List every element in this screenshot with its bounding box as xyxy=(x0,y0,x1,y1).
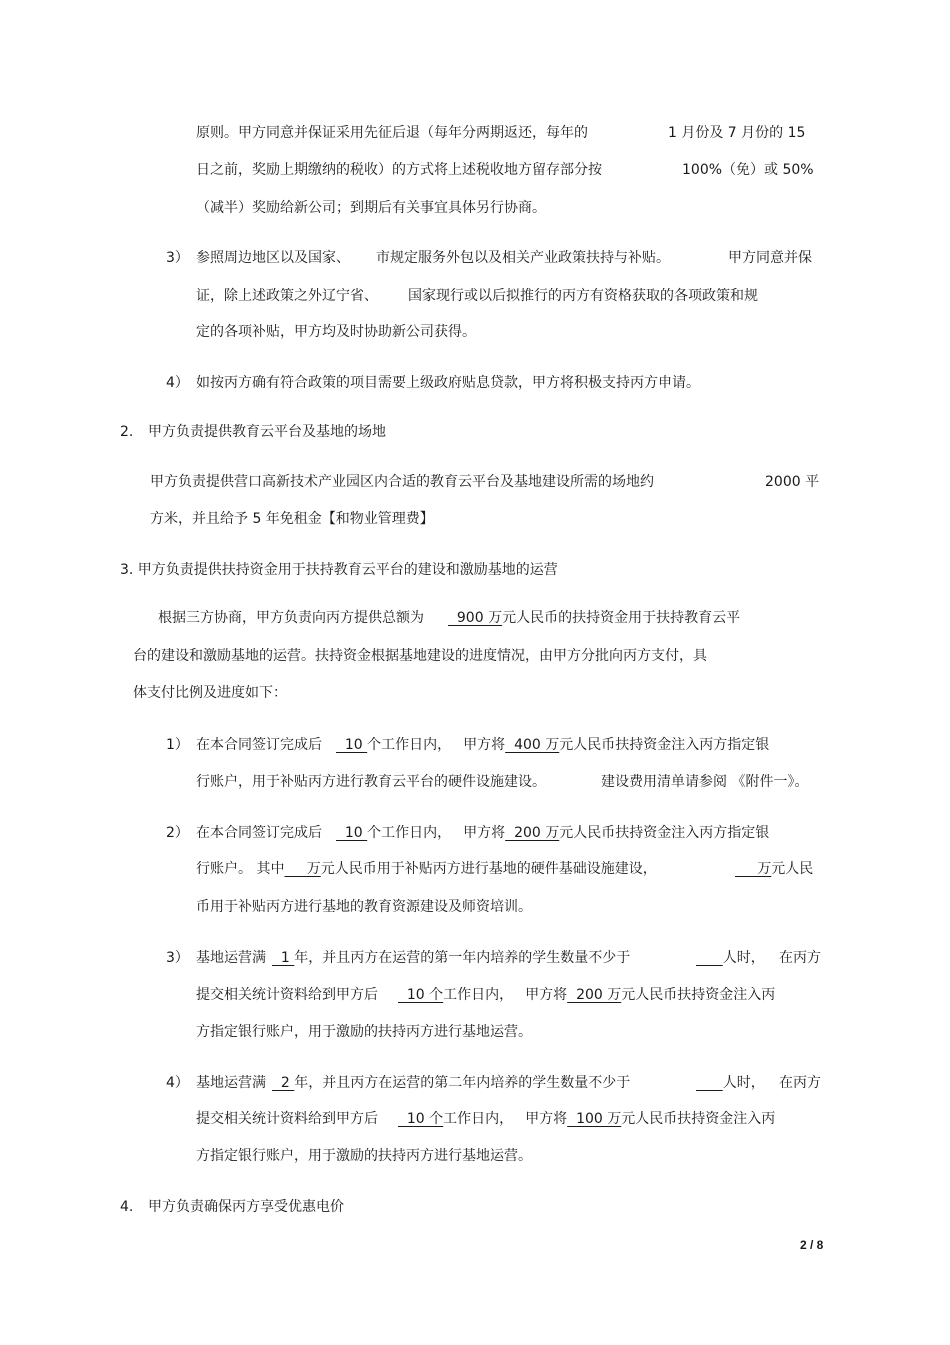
filled-days: 10 xyxy=(336,825,368,841)
text-span: 个工作日内， xyxy=(367,825,452,841)
text-span: 工作日内， xyxy=(443,1111,514,1127)
text-line xyxy=(158,608,740,628)
filled-amount: 200 万 xyxy=(505,825,560,841)
text-span: 个工作日内， xyxy=(367,737,452,753)
text-line xyxy=(696,1073,765,1093)
text-line: 100%（免）或 50% xyxy=(682,162,814,178)
text-span: 基地运营满 xyxy=(196,1075,266,1091)
text-line xyxy=(196,859,657,879)
text-line: 定的各项补贴，甲方均及时协助新公司获得。 xyxy=(196,324,476,340)
text-line xyxy=(196,1073,630,1093)
list-number: 4） xyxy=(166,375,189,391)
text-span: 元人民币扶持资金注入丙 xyxy=(621,1111,776,1127)
text-line: 方指定银行账户，用于激励的扶持丙方进行基地运营。 xyxy=(196,1148,532,1164)
blank-amount: 万 xyxy=(284,861,321,877)
section-heading: 甲方负责提供教育云平台及基地的场地 xyxy=(148,424,386,440)
text-span: 年，并且丙方在运营的第一年内培养的学生数量不少于 xyxy=(294,950,631,966)
text-line: 在丙方 xyxy=(779,950,821,966)
text-span: 甲方将 xyxy=(525,1111,568,1127)
text-line: 方米，并且给予 5 年免租金【和物业管理费】 xyxy=(150,511,434,527)
text-line: 甲方负责提供营口高新技术产业园区内合适的教育云平台及基地建设所需的场地约 xyxy=(150,474,654,490)
text-span: 元人民 xyxy=(771,861,814,877)
text-line xyxy=(196,985,775,1005)
text-line xyxy=(696,948,765,968)
text-line: 参照周边地区以及国家、 xyxy=(196,250,350,266)
filled-amount: 400 万 xyxy=(505,737,560,753)
text-span: 元人民币用于补贴丙方进行基地的硬件基础设施建设， xyxy=(320,861,657,877)
list-number: 3） xyxy=(166,250,189,266)
text-line: 甲方同意并保 xyxy=(728,250,812,266)
text-line: 原则。甲方同意并保证采用先征后退（每年分两期返还，每年的 xyxy=(196,125,588,141)
text-line: 证，除上述政策之外辽宁省、 xyxy=(196,288,378,304)
text-span: 提交相关统计资料给到甲方后 xyxy=(196,1111,378,1127)
section-number: 4. xyxy=(120,1199,134,1215)
filled-amount: 900 万 xyxy=(448,610,503,626)
blank-amount: 万 xyxy=(735,861,772,877)
text-span: 在本合同签订完成后 xyxy=(196,737,322,753)
text-span: 工作日内， xyxy=(443,987,514,1003)
text-line xyxy=(196,735,769,755)
text-span: 提交相关统计资料给到甲方后 xyxy=(196,987,378,1003)
text-span: 元人民币的扶持资金用于扶持教育云平 xyxy=(502,610,741,626)
section-number: 2. xyxy=(120,424,134,440)
text-line xyxy=(735,859,813,879)
text-line: 建设费用清单请参阅 《附件一》。 xyxy=(601,774,809,790)
filled-days: 10 xyxy=(336,737,368,753)
text-line: （减半）奖励给新公司；到期后有关事宜具体另行协商。 xyxy=(196,200,546,216)
text-span: 人时， xyxy=(722,950,765,966)
filled-years: 1 xyxy=(272,950,295,966)
page-number: 2 / 8 xyxy=(800,1238,824,1252)
text-line: 币用于补贴丙方进行基地的教育资源建设及师资培训。 xyxy=(196,899,532,915)
text-line: 国家现行或以后拟推行的丙方有资格获取的各项政策和规 xyxy=(408,288,758,304)
filled-days: 10 个 xyxy=(398,1111,444,1127)
text-line: 行账户，用于补贴丙方进行教育云平台的硬件设施建设。 xyxy=(196,774,546,790)
blank-count xyxy=(696,1075,723,1091)
text-line xyxy=(196,1109,775,1129)
text-span: 元人民币扶持资金注入丙方指定银 xyxy=(559,737,770,753)
text-line: 1 月份及 7 月份的 15 xyxy=(668,125,806,141)
text-span: 人时， xyxy=(722,1075,765,1091)
text-span: 元人民币扶持资金注入丙 xyxy=(621,987,776,1003)
text-span: 甲方将 xyxy=(525,987,568,1003)
text-line: 体支付比例及进度如下： xyxy=(133,685,287,701)
text-line: 2000 平 xyxy=(765,474,820,490)
text-line: 在丙方 xyxy=(779,1075,821,1091)
list-number: 2） xyxy=(166,825,189,841)
section-heading: 甲方负责确保丙方享受优惠电价 xyxy=(148,1199,344,1215)
text-span: 在本合同签订完成后 xyxy=(196,825,322,841)
text-span: 元人民币扶持资金注入丙方指定银 xyxy=(559,825,770,841)
text-line xyxy=(196,823,769,843)
text-span: 行账户。 其中 xyxy=(196,861,285,877)
text-line: 方指定银行账户，用于激励的扶持丙方进行基地运营。 xyxy=(196,1024,532,1040)
text-span: 年，并且丙方在运营的第二年内培养的学生数量不少于 xyxy=(294,1075,631,1091)
filled-amount: 200 万 xyxy=(567,987,622,1003)
filled-amount: 100 万 xyxy=(567,1111,622,1127)
filled-days: 10 个 xyxy=(398,987,444,1003)
text-line: 日之前，奖励上期缴纳的税收）的方式将上述税收地方留存部分按 xyxy=(196,162,602,178)
list-number: 1） xyxy=(166,737,189,753)
filled-years: 2 xyxy=(272,1075,295,1091)
list-number: 4） xyxy=(166,1075,189,1091)
text-line: 台的建设和激励基地的运营。扶持资金根据基地建设的进度情况，由甲方分批向丙方支付，具 xyxy=(133,648,707,664)
text-span: 基地运营满 xyxy=(196,950,266,966)
text-line xyxy=(196,948,630,968)
text-span: 甲方将 xyxy=(463,825,506,841)
text-line: 市规定服务外包以及相关产业政策扶持与补贴。 xyxy=(376,250,670,266)
list-number: 3） xyxy=(166,950,189,966)
text-span: 甲方将 xyxy=(463,737,506,753)
section-heading: 3. 甲方负责提供扶持资金用于扶持教育云平台的建设和激励基地的运营 xyxy=(120,562,558,578)
text-line: 如按丙方确有符合政策的项目需要上级政府贴息贷款，甲方将积极支持丙方申请。 xyxy=(196,375,700,391)
text-span: 根据三方协商，甲方负责向丙方提供总额为 xyxy=(158,610,424,626)
blank-count xyxy=(696,950,723,966)
